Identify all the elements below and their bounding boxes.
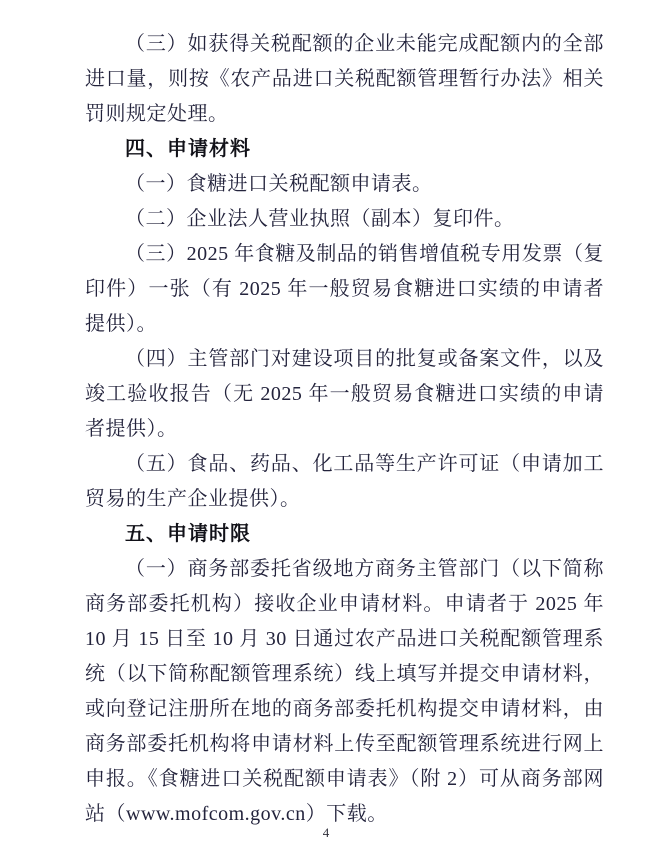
section-heading-application-materials: 四、申请材料 (125, 138, 251, 160)
paragraph-penalty-clause: （三）如获得关税配额的企业未能完成配额内的全部进口量，则按《农产品进口关税配额管理暂行办法》相关罚则规定处理。 (85, 33, 604, 125)
paragraph-deadline-clause: （一）商务部委托省级地方商务主管部门（以下简称商务部委托机构）接收企业申请材料。申请者于 2025 年 10 月 15 日至 10 月 30 日通过农产品进口关税配额管理系统（以下简称配额管理系统）线上填写并提交申请材料，或向登记注册所在地的商务部委托机构提交申请材料，由商务部委托机构将申请材料上传至配额管理系统进行网上申报。《食糖进口关税配额申请表》（附 2）可从商务部网站（www.mofcom.gov.cn）下载。 (85, 558, 604, 825)
paragraph-material-item-4: （四）主管部门对建设项目的批复或备案文件，以及竣工验收报告（无 2025 年一般贸易食糖进口实绩的申请者提供）。 (85, 348, 604, 440)
section-heading-application-deadline: 五、申请时限 (125, 523, 251, 545)
paragraph-material-item-5: （五）食品、药品、化工品等生产许可证（申请加工贸易的生产企业提供）。 (85, 453, 604, 510)
document-body (85, 27, 604, 832)
paragraph-material-item-3: （三）2025 年食糖及制品的销售增值税专用发票（复印件）一张（有 2025 年一般贸易食糖进口实绩的申请者提供）。 (85, 243, 604, 335)
paragraph-material-item-2: （二）企业法人营业执照（副本）复印件。 (125, 208, 515, 230)
page-number: 4 (322, 825, 330, 840)
paragraph-material-item-1: （一）食糖进口关税配额申请表。 (125, 173, 433, 195)
